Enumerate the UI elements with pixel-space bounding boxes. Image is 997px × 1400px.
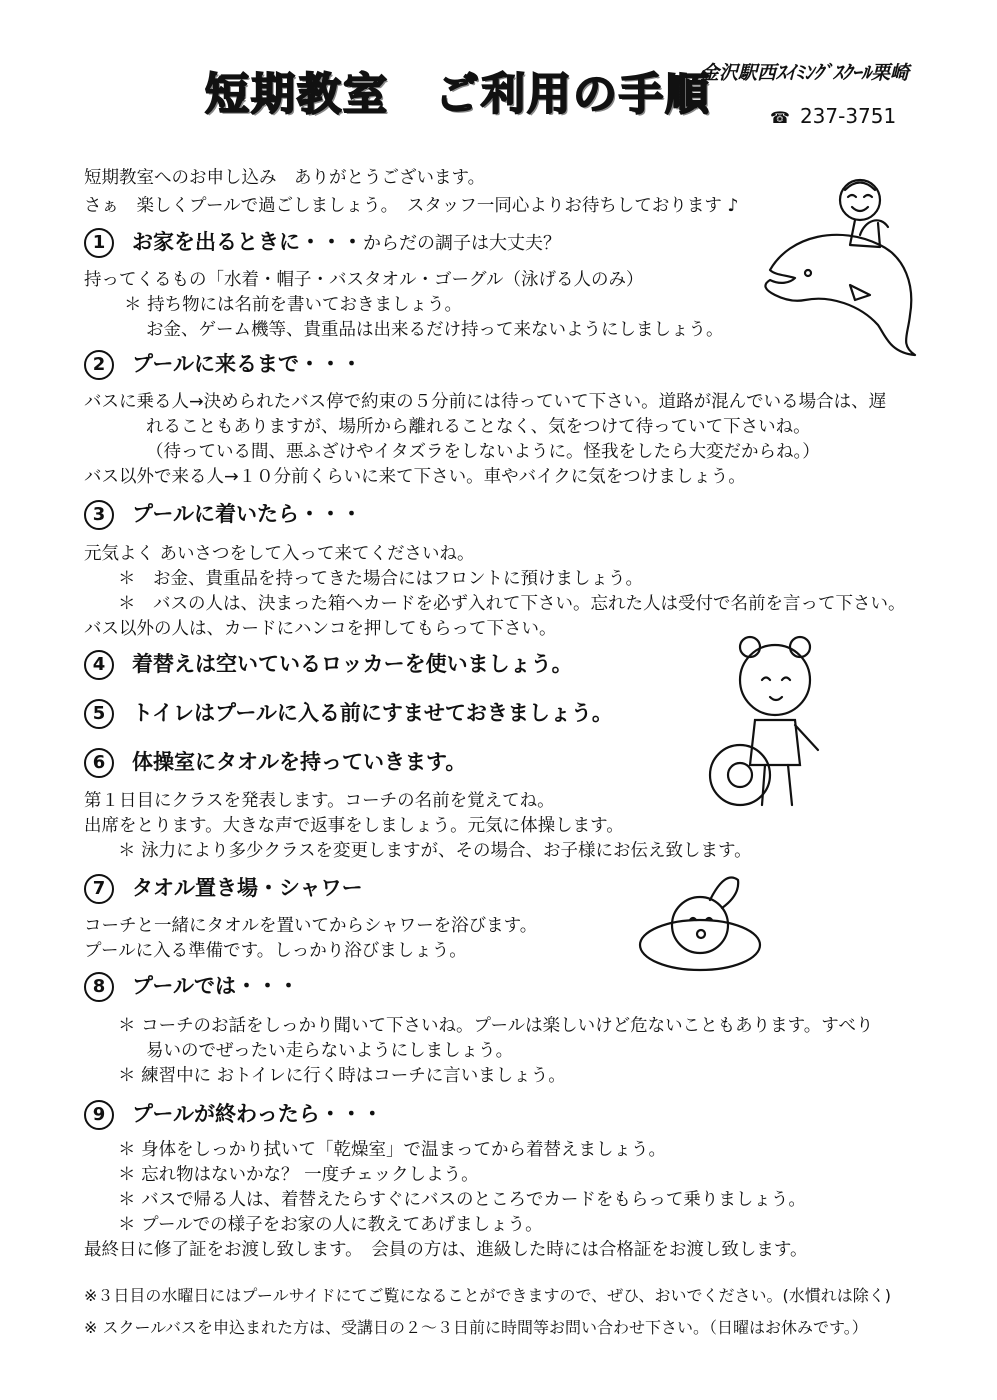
- section-8-number: 8: [84, 972, 114, 1002]
- intro-line-1: 短期教室へのお申し込み ありがとうございます。: [84, 168, 486, 188]
- section-2-number: 2: [84, 350, 114, 380]
- note-line-2: ※ スクールバスを申込まれた方は、受講日の２～３日前に時間等お問い合わせ下さい。（日曜はお休みです。）: [84, 1318, 868, 1337]
- phone-number: [770, 104, 896, 128]
- section-9-line: 最終日に修了証をお渡し致します。 会員の方は、進級した時には合格証をお渡し致します。: [84, 1240, 808, 1260]
- section-1-subtitle: からだの調子は大丈夫？: [363, 233, 561, 254]
- section-2-line: れることもありますが、場所から離れることなく、気をつけて待っていて下さいね。: [146, 417, 811, 437]
- section-6-line: 第１日目にクラスを発表します。コーチの名前を覚えてね。: [84, 791, 555, 811]
- telephone-icon: ☎: [770, 108, 790, 127]
- section-4-title: 着替えは空いているロッカーを使いましょう。: [132, 652, 573, 676]
- section-9-line: ＊ 忘れ物はないかな？ 一度チェックしよう。: [118, 1165, 479, 1185]
- section-1-heading: [84, 226, 561, 258]
- section-1-line: 持ってくるもの「水着・帽子・バスタオル・ゴーグル（泳げる人のみ）: [84, 270, 644, 290]
- section-9-line: ＊ プールでの様子をお家の人に教えてあげましょう。: [118, 1215, 543, 1235]
- section-3-title: プールに着いたら・・・: [132, 502, 362, 526]
- section-7-title: タオル置き場・シャワー: [132, 876, 363, 900]
- section-5-title: トイレはプールに入る前にすませておきましょう。: [132, 701, 613, 725]
- section-4-number: 4: [84, 650, 114, 680]
- section-2-line: バス以外で来る人→１０分前くらいに来て下さい。車やバイクに気をつけましょう。: [84, 467, 746, 487]
- note-line-1: ※３日目の水曜日にはプールサイドにてご覧になることができますので、ぜひ、おいでください。(水慣れは除く): [84, 1286, 892, 1305]
- girl-swimmer-illustration: [700, 625, 840, 815]
- section-3-line: ＊ バスの人は、決まった箱へカードを必ず入れて下さい。忘れた人は受付で名前を言って下さい。: [118, 594, 906, 614]
- section-5-number: 5: [84, 699, 114, 729]
- section-3-line: 元気よく あいさつをして入って来てくださいね。: [84, 544, 475, 564]
- section-9-number: 9: [84, 1100, 114, 1130]
- section-2-title: プールに来るまで・・・: [132, 352, 362, 376]
- section-3-line: ＊ お金、貴重品を持ってきた場合にはフロントに預けましょう。: [118, 569, 643, 589]
- section-6-number: 6: [84, 748, 114, 778]
- section-9-line: ＊ バスで帰る人は、着替えたらすぐにバスのところでカードをもらって乗りましょう。: [118, 1190, 806, 1210]
- section-2-line: バスに乗る人→決められたバス停で約束の５分前には待っていて下さい。道路が混んでいる場合は、遅: [84, 392, 887, 412]
- section-1-title: お家を出るときに・・・: [132, 230, 363, 254]
- section-9-line: ＊ 身体をしっかり拭いて「乾燥室」で温まってから着替えましょう。: [118, 1140, 667, 1160]
- section-2-line: （待っている間、悪ふざけやイタズラをしないように。怪我をしたら大変だからね。）: [146, 442, 820, 462]
- section-5-heading: [84, 697, 613, 729]
- section-8-title: プールでは・・・: [132, 974, 299, 998]
- section-7-heading: [84, 872, 363, 904]
- phone-value: 237-3751: [799, 104, 897, 128]
- section-8-heading: [84, 970, 299, 1002]
- section-7-number: 7: [84, 874, 114, 904]
- section-1-number: 1: [84, 228, 114, 258]
- page-title: 短期教室 ご利用の手順: [205, 69, 711, 120]
- section-7-line: プールに入る準備です。しっかり浴びましょう。: [84, 941, 467, 961]
- section-7-line: コーチと一緒にタオルを置いてからシャワーを浴びます。: [84, 916, 538, 936]
- section-6-line: ＊ 泳力により多少クラスを変更しますが、その場合、お子様にお伝え致します。: [118, 841, 752, 861]
- section-9-title: プールが終わったら・・・: [132, 1102, 383, 1126]
- section-1-line: ＊ 持ち物には名前を書いておきましょう。: [124, 295, 463, 315]
- section-1-line: お金、ゲーム機等、貴重品は出来るだけ持って来ないようにしましょう。: [146, 320, 724, 340]
- bunny-float-illustration: [630, 870, 770, 980]
- section-8-line: 易いのでぜったい走らないようにしましょう。: [146, 1041, 514, 1061]
- section-4-heading: [84, 648, 573, 680]
- dolphin-boy-illustration: [760, 175, 930, 360]
- section-6-heading: [84, 746, 466, 778]
- section-6-title: 体操室にタオルを持っていきます。: [132, 750, 467, 774]
- section-3-number: 3: [84, 500, 114, 530]
- section-8-line: ＊ 練習中に おトイレに行く時はコーチに言いましょう。: [118, 1066, 566, 1086]
- section-9-heading: [84, 1098, 383, 1130]
- section-2-heading: [84, 348, 362, 380]
- section-3-line: バス以外の人は、カードにハンコを押してもらって下さい。: [84, 619, 557, 639]
- section-6-line: 出席をとります。大きな声で返事をしましょう。元気に体操します。: [84, 816, 624, 836]
- section-3-heading: [84, 498, 362, 530]
- school-name: 金沢駅西ｽｲﾐﾝｸﾞｽｸｰﾙ栗崎: [700, 62, 910, 84]
- section-8-line: ＊ コーチのお話をしっかり聞いて下さいね。プールは楽しいけど危ないこともあります。すべり: [118, 1016, 874, 1036]
- intro-line-2: さぁ 楽しくプールで過ごしましょう。 スタッフ一同心よりお待ちしております ♪: [84, 196, 739, 216]
